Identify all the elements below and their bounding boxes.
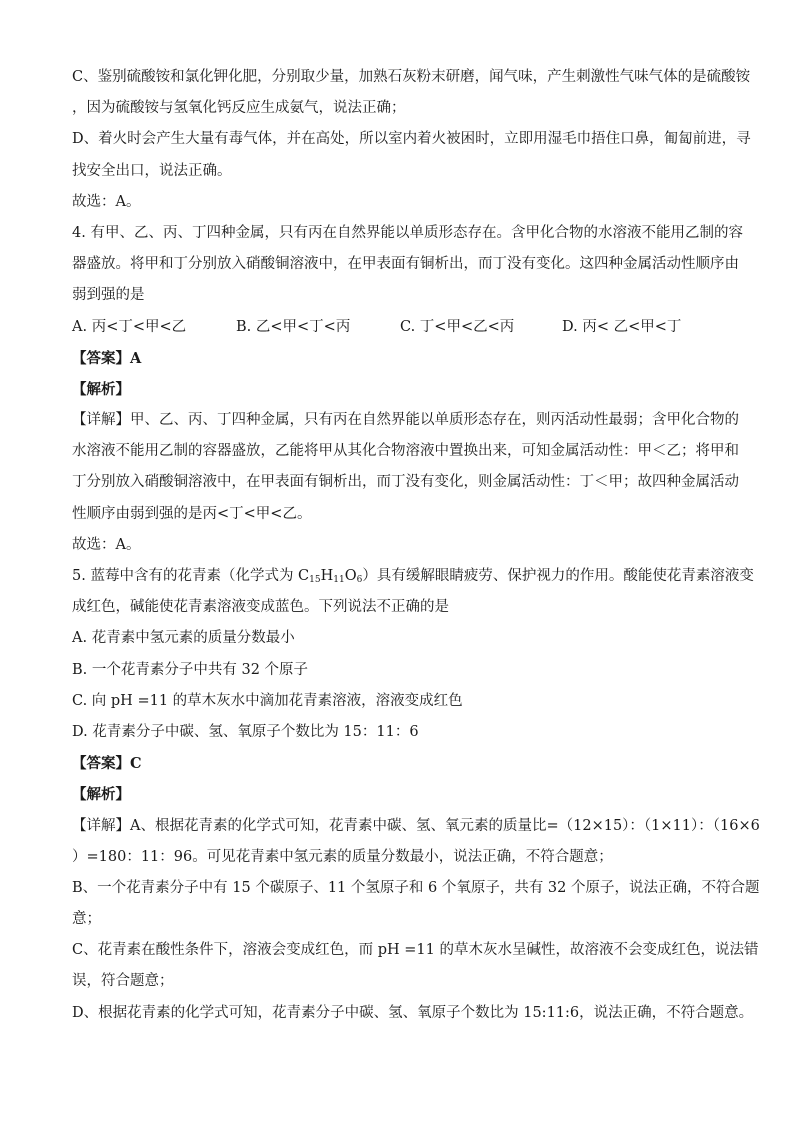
answer-choice-line: 故选：A。 [72,536,141,553]
explanation-line: 意； [72,911,101,928]
document-page [72,62,760,1029]
answer-heading: 【答案】A [72,349,142,367]
question-5-stem [72,561,754,592]
explanation-line: 性顺序由弱到强的是丙<丁<甲<乙。 [72,505,312,522]
formula-element: O [344,568,357,584]
formula-element: H [320,568,334,584]
option-b: B. 一个花青素分子中共有 32 个原子 [72,661,309,678]
stem-text: ）具有缓解眼睛疲劳、保护视力的作用。酸能使花青素溶液变 [362,568,754,584]
paragraph-line: C、鉴别硫酸铵和氯化钾化肥，分别取少量，加熟石灰粉末研磨，闻气味，产生刺激性气味气体的是硫酸铵 [72,69,751,85]
option-c: C. 丁<甲<乙<丙 [400,318,515,335]
stem-text: 5. 蓝莓中含有的花青素（化学式为 C [72,568,310,584]
formula-subscript: 11 [333,575,345,585]
analysis-heading: 【解析】 [72,786,130,804]
question-4-stem: 4. 有甲、乙、丙、丁四种金属，只有丙在自然界能以单质形态存在。含甲化合物的水溶液不能用乙制的容 [72,224,743,241]
option-a: A. 丙<丁<甲<乙 [72,318,187,335]
explanation-line: 误，符合题意； [72,973,174,990]
explanation-line: ）=180：11：96。可见花青素中氢元素的质量分数最小，说法正确，不符合题意； [72,848,613,865]
explanation-line: 【详解】甲、乙、丙、丁四种金属，只有丙在自然界能以单质形态存在，则丙活动性最弱；含甲化合物的 [72,412,739,429]
paragraph-line: ，因为硫酸铵与氢氧化钙反应生成氨气，说法正确； [72,100,406,117]
option-a: A. 花青素中氢元素的质量分数最小 [72,630,295,647]
option-b: B. 乙<甲<丁<丙 [236,318,351,335]
question-5-stem: 成红色，碱能使花青素溶液变成蓝色。下列说法不正确的是 [72,599,449,616]
explanation-line: 水溶液不能用乙制的容器盛放，乙能将甲从其化合物溶液中置换出来，可知金属活动性：甲＜乙；将甲和 [72,443,739,460]
formula-subscript: 15 [309,575,321,585]
option-c: C. 向 pH =11 的草木灰水中滴加花青素溶液，溶液变成红色 [72,692,463,709]
answer-choice-line: 故选：A。 [72,193,141,210]
analysis-heading: 【解析】 [72,380,130,398]
option-d: D. 花青素分子中碳、氢、氧原子个数比为 15：11：6 [72,723,419,740]
explanation-line: B、一个花青素分子中有 15 个碳原子、11 个氢原子和 6 个氧原子，共有 32 个原子，说法正确，不符合题 [72,879,760,896]
question-4-options [72,312,724,343]
formula-subscript: 6 [356,575,363,585]
option-d: D. 丙< 乙<甲<丁 [562,318,682,335]
explanation-line: D、根据花青素的化学式可知，花青素分子中碳、氢、氧原子个数比为 15:11:6，说法正确，不符合题意。 [72,1004,754,1021]
question-4-stem: 器盛放。将甲和丁分别放入硝酸铜溶液中，在甲表面有铜析出，而丁没有变化。这四种金属活动性顺序由 [72,256,739,273]
explanation-line: 丁分别放入硝酸铜溶液中，在甲表面有铜析出，而丁没有变化，则金属活动性：丁＜甲；故四种金属活动 [72,474,739,491]
answer-heading: 【答案】C [72,755,142,773]
explanation-line: C、花青素在酸性条件下，溶液会变成红色，而 pH =11 的草木灰水呈碱性，故溶液不会变成红色，说法错 [72,942,759,959]
explanation-line: 【详解】A、根据花青素的化学式可知，花青素中碳、氢、氧元素的质量比=（12×15）：（1×11）：（16×6 [72,817,760,834]
question-4-stem: 弱到强的是 [72,287,145,304]
paragraph-line: D、着火时会产生大量有毒气体，并在高处，所以室内着火被困时，立即用湿毛巾捂住口鼻，匍匐前进，寻 [72,131,751,148]
paragraph-line: 找安全出口，说法正确。 [72,162,232,179]
